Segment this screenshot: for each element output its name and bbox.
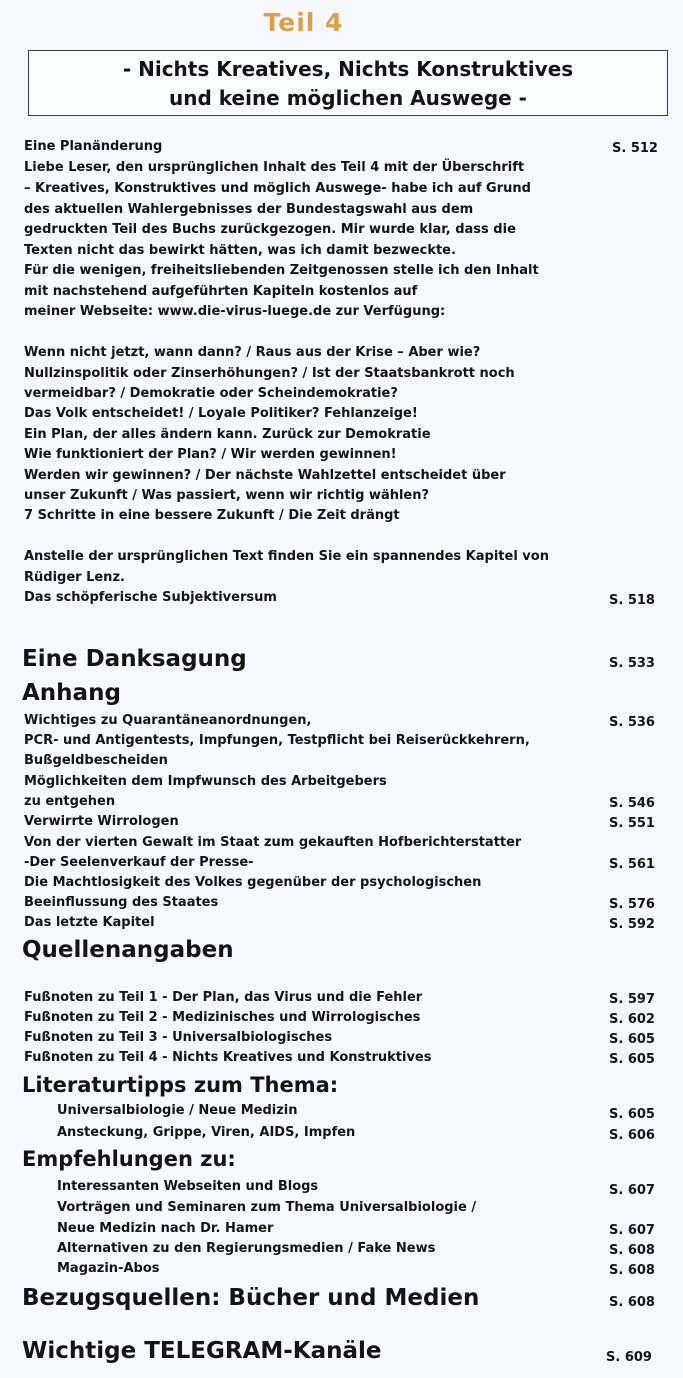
- chapter-line: Ein Plan, der alles ändern kann. Zurück zur Demokratie: [24, 427, 431, 442]
- intro-paragraph-line: des aktuellen Wahlergebnisses der Bundestagswahl aus dem: [24, 202, 474, 217]
- chapter-line: vermeidbar? / Demokratie oder Scheindemokratie?: [24, 386, 398, 401]
- chapter-line: 7 Schritte in eine bessere Zukunft / Die Zeit drängt: [24, 508, 400, 523]
- anhang-line: Von der vierten Gewalt im Staat zum gekauften Hofberichterstatter: [24, 835, 522, 850]
- literatur-heading: Literaturtipps zum Thema:: [22, 1073, 339, 1097]
- quellen-item-page: S. 605: [609, 1052, 655, 1067]
- chapter-line: unser Zukunft / Was passiert, wenn wir richtig wählen?: [24, 488, 430, 503]
- quellen-item-page: S. 602: [609, 1012, 655, 1027]
- empfehlungen-page: S. 608: [609, 1263, 655, 1278]
- intro-paragraph-line: mit nachstehend aufgeführten Kapiteln kostenlos auf: [24, 284, 418, 299]
- literatur-item: Universalbiologie / Neue Medizin: [57, 1103, 298, 1118]
- replacement-line: Rüdiger Lenz.: [24, 570, 125, 585]
- chapter-line: Das Volk entscheidet! / Loyale Politiker? Fehlanzeige!: [24, 406, 418, 421]
- empfehlungen-line: Neue Medizin nach Dr. Hamer: [57, 1221, 274, 1236]
- chapter-line: Wenn nicht jetzt, wann dann? / Raus aus der Krise – Aber wie?: [24, 345, 481, 360]
- danksagung-page: S. 533: [609, 656, 655, 671]
- empfehlungen-heading: Empfehlungen zu:: [22, 1147, 236, 1171]
- bezug-page: S. 608: [609, 1295, 655, 1310]
- empfehlungen-line: Interessanten Webseiten und Blogs: [57, 1179, 319, 1194]
- intro-paragraph-line: Liebe Leser, den ursprünglichen Inhalt des Teil 4 mit der Überschrift: [24, 160, 525, 175]
- anhang-page: S. 536: [609, 715, 655, 730]
- bezug-heading: Bezugsquellen: Bücher und Medien: [22, 1285, 480, 1311]
- empfehlungen-page: S. 608: [609, 1243, 655, 1258]
- anhang-line: Bußgeldbescheiden: [24, 753, 168, 768]
- empfehlungen-line: Vorträgen und Seminaren zum Thema Universalbiologie /: [57, 1200, 477, 1215]
- part-banner: [28, 50, 668, 116]
- intro-paragraph-line: meiner Webseite: www.die-virus-luege.de zur Verfügung:: [24, 304, 446, 319]
- intro-paragraph-line: gedruckten Teil des Buchs zurückgezogen. Mir wurde klar, dass die: [24, 222, 516, 237]
- quellen-item-page: S. 605: [609, 1032, 655, 1047]
- telegram-page: S. 609: [606, 1350, 652, 1365]
- replacement-line: Anstelle der ursprünglichen Text finden Sie ein spannendes Kapitel von: [24, 549, 549, 564]
- anhang-line: Möglichkeiten dem Impfwunsch des Arbeitgebers: [24, 774, 387, 789]
- literatur-item-page: S. 605: [609, 1107, 655, 1122]
- quellen-item: Fußnoten zu Teil 1 - Der Plan, das Virus und die Fehler: [24, 990, 423, 1005]
- anhang-page: S. 576: [609, 897, 655, 912]
- anhang-heading: Anhang: [22, 680, 121, 706]
- anhang-line: Verwirrte Wirrologen: [24, 814, 179, 829]
- part-title: Teil 4: [263, 8, 344, 37]
- chapter-line: Wie funktioniert der Plan? / Wir werden gewinnen!: [24, 447, 397, 462]
- intro-paragraph-line: Für die wenigen, freiheitsliebenden Zeitgenossen stelle ich den Inhalt: [24, 263, 539, 278]
- anhang-page: S. 551: [609, 816, 655, 831]
- anhang-line: Wichtiges zu Quarantäneanordnungen,: [24, 713, 312, 728]
- anhang-page: S. 546: [609, 796, 655, 811]
- literatur-item: Ansteckung, Grippe, Viren, AIDS, Impfen: [57, 1125, 356, 1140]
- chapter-line: Werden wir gewinnen? / Der nächste Wahlzettel entscheidet über: [24, 468, 506, 483]
- literatur-item-page: S. 606: [609, 1128, 655, 1143]
- telegram-heading: Wichtige TELEGRAM-Kanäle: [22, 1338, 382, 1364]
- intro-page: S. 512: [612, 141, 658, 156]
- danksagung-heading: Eine Danksagung: [22, 646, 247, 672]
- anhang-line: PCR- und Antigentests, Impfungen, Testpflicht bei Reiserückkehrern,: [24, 733, 530, 748]
- quellen-heading: Quellenangaben: [22, 937, 234, 963]
- anhang-line: Das letzte Kapitel: [24, 915, 155, 930]
- lenz-chapter-title: Das schöpferische Subjektiversum: [24, 590, 277, 605]
- chapter-line: Nullzinspolitik oder Zinserhöhungen? / Ist der Staatsbankrott noch: [24, 366, 515, 381]
- empfehlungen-page: S. 607: [609, 1183, 655, 1198]
- intro-paragraph-line: Texten nicht das bewirkt hätten, was ich damit bezweckte.: [24, 243, 456, 258]
- banner-line-2: und keine möglichen Auswege -: [169, 86, 527, 110]
- empfehlungen-line: Alternativen zu den Regierungsmedien / Fake News: [57, 1241, 436, 1256]
- anhang-line: Beeinflussung des Staates: [24, 895, 219, 910]
- intro-paragraph-line: – Kreatives, Konstruktives und möglich Auswege- habe ich auf Grund: [24, 181, 531, 196]
- anhang-page: S. 561: [609, 857, 655, 872]
- intro-heading: Eine Planänderung: [24, 139, 163, 154]
- anhang-line: zu entgehen: [24, 794, 116, 809]
- empfehlungen-line: Magazin-Abos: [57, 1261, 160, 1276]
- quellen-item: Fußnoten zu Teil 4 - Nichts Kreatives und Konstruktives: [24, 1050, 432, 1065]
- quellen-item: Fußnoten zu Teil 3 - Universalbiologisches: [24, 1030, 333, 1045]
- empfehlungen-page: S. 607: [609, 1223, 655, 1238]
- anhang-page: S. 592: [609, 917, 655, 932]
- lenz-chapter-page: S. 518: [609, 593, 655, 608]
- banner-line-1: - Nichts Kreatives, Nichts Konstruktives: [122, 57, 574, 81]
- anhang-line: Die Machtlosigkeit des Volkes gegenüber der psychologischen: [24, 875, 482, 890]
- quellen-item: Fußnoten zu Teil 2 - Medizinisches und Wirrologisches: [24, 1010, 421, 1025]
- anhang-line: -Der Seelenverkauf der Presse-: [24, 855, 254, 870]
- quellen-item-page: S. 597: [609, 992, 655, 1007]
